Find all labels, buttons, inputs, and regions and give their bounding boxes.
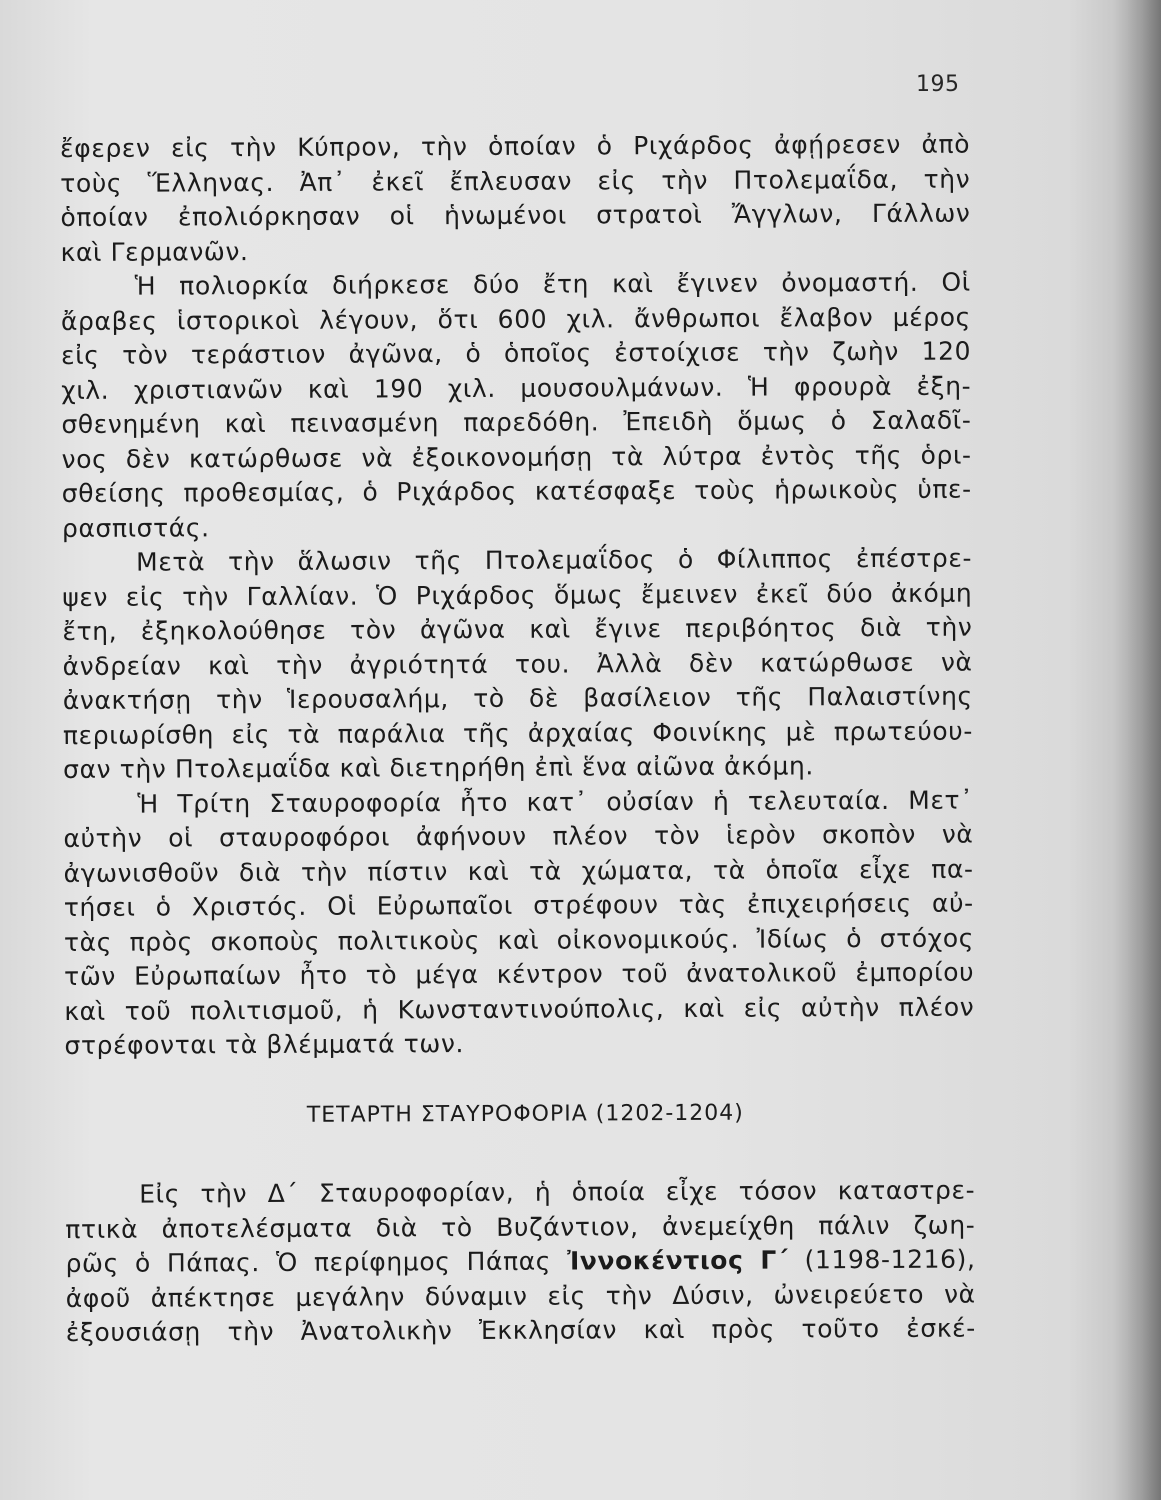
text-line: ἔφερεν εἰς τὴν Κύπρον, τὴν ὁποίαν ὁ Ριχάρδος ἀφῄρεσεν ἀπὸ (60, 129, 971, 163)
text-line: νος δὲν κατώρθωσε νὰ ἐξοικονομήσῃ τὰ λύτρα ἐντὸς τῆς ὁρι- (61, 440, 972, 474)
text-line: στρέφονται τὰ βλέμματά των. (64, 1029, 465, 1060)
text-line: τὰς πρὸς σκοποὺς πολιτικοὺς καὶ οἰκονομικούς. Ἰδίως ὁ στόχος (63, 923, 975, 957)
emphasized-name: Ἰννοκέντιος Γ΄ (567, 1245, 789, 1276)
paragraph (63, 783, 974, 1063)
text-line: τοὺς Ἕλληνας. Ἀπ᾽ ἐκεῖ ἔπλευσαν εἰς τὴν Πτολεμαΐδα, τὴν (60, 164, 971, 198)
text-line: Εἰς τὴν Δ΄ Σταυροφορίαν, ἡ ὁποία εἶχε τόσον καταστρε- (139, 1175, 976, 1209)
text-fragment: (1198-1216), (788, 1244, 976, 1275)
text-line: πτικὰ ἀποτελέσματα διὰ τὸ Βυζάντιον, ἀνεμείχθη πάλιν ζωη- (65, 1210, 976, 1244)
text-line: ψεν εἰς τὴν Γαλλίαν. Ὁ Ριχάρδος ὅμως ἔμεινεν ἐκεῖ δύο ἀκόμη (62, 578, 973, 612)
text-line: ρασπιστάς. (61, 512, 210, 543)
text-line: ἔτη, ἐξηκολούθησε τὸν ἀγῶνα καὶ ἔγινε περιβόητος διὰ τὴν (62, 612, 973, 646)
text-line: σθείσης προθεσμίας, ὁ Ριχάρδος κατέσφαξε τοὺς ἡρωικοὺς ὑπε- (61, 474, 972, 508)
text-line: Ἡ πολιορκία διήρκεσε δύο ἔτη καὶ ἔγινεν ὀνομαστή. Οἱ (134, 267, 971, 301)
text-line: ἄραβες ἱστορικοὶ λέγουν, ὅτι 600 χιλ. ἄνθρωποι ἔλαβον μέρος (60, 302, 971, 336)
paragraph (61, 266, 972, 546)
text-line: ἀνακτήσῃ τὴν Ἱερουσαλήμ, τὸ δὲ βασίλειον τῆς Παλαιστίνης (62, 681, 973, 715)
text-line: Μετὰ τὴν ἅλωσιν τῆς Πτολεμαΐδος ὁ Φίλιππος ἐπέστρε- (136, 543, 973, 577)
paragraph (60, 128, 971, 270)
text-line: ὁποίαν ἐπολιόρκησαν οἱ ἡνωμένοι στρατοὶ Ἄγγλων, Γάλλων (60, 198, 971, 232)
text-line: ἐξουσιάσῃ τὴν Ἀνατολικὴν Ἐκκλησίαν καὶ πρὸς τοῦτο ἐσκέ- (65, 1313, 976, 1347)
text-line: καὶ Γερμανῶν. (60, 236, 249, 267)
body-text (60, 128, 976, 1351)
page-number: 195 (916, 72, 960, 97)
text-fragment: ρῶς ὁ Πάπας. Ὁ περίφημος Πάπας (65, 1246, 568, 1278)
text-line: περιωρίσθη εἰς τὰ παράλια τῆς ἀρχαίας Φοινίκης μὲ πρωτεύου- (62, 716, 974, 750)
text-line: ἀνδρείαν καὶ τὴν ἀγριότητά του. Ἀλλὰ δὲν κατώρθωσε νὰ (62, 647, 973, 681)
paragraph (65, 1174, 976, 1351)
text-line: τήσει ὁ Χριστός. Οἱ Εὐρωπαῖοι στρέφουν τὰς ἐπιχειρήσεις αὐ- (63, 888, 974, 922)
text-line: ἀφοῦ ἀπέκτησε μεγάλην δύναμιν εἰς τὴν Δύσιν, ὠνειρεύετο νὰ (65, 1279, 976, 1313)
section-heading: ΤΕΤΑΡΤΗ ΣΤΑΥΡΟΦΟΡΙΑ (1202-1204) (306, 1100, 744, 1128)
paragraph (62, 542, 973, 788)
text-line: σθενημένη καὶ πεινασμένη παρεδόθη. Ἐπειδὴ ὅμως ὁ Σαλαδῖ- (61, 405, 972, 439)
text-line (65, 1243, 975, 1282)
text-line: ἀγωνισθοῦν διὰ τὴν πίστιν καὶ τὰ χώματα, τὰ ὁποῖα εἶχε πα- (63, 854, 974, 888)
text-line: τῶν Εὐρωπαίων ἦτο τὸ μέγα κέντρον τοῦ ἀνατολικοῦ ἐμπορίου (64, 957, 975, 991)
text-line: χιλ. χριστιανῶν καὶ 190 χιλ. μουσουλμάνων. Ἡ φρουρὰ ἐξη- (61, 371, 972, 405)
text-line: Ἡ Τρίτη Σταυροφορία ἦτο κατ᾽ οὐσίαν ἡ τελευταία. Μετ᾽ (137, 785, 974, 819)
text-line: καὶ τοῦ πολιτισμοῦ, ἡ Κωνσταντινούπολις, καὶ εἰς αὐτὴν πλέον (64, 992, 975, 1026)
text-line: αὐτὴν οἱ σταυροφόροι ἀφήνουν πλέον τὸν ἱερὸν σκοπὸν νὰ (63, 819, 974, 853)
text-line: εἰς τὸν τεράστιον ἀγῶνα, ὁ ὁποῖος ἐστοίχισε τὴν ζωὴν 120 (61, 336, 972, 370)
text-line: σαν τὴν Πτολεμαΐδα καὶ διετηρήθη ἐπὶ ἕνα αἰῶνα ἀκόμη. (63, 751, 814, 784)
